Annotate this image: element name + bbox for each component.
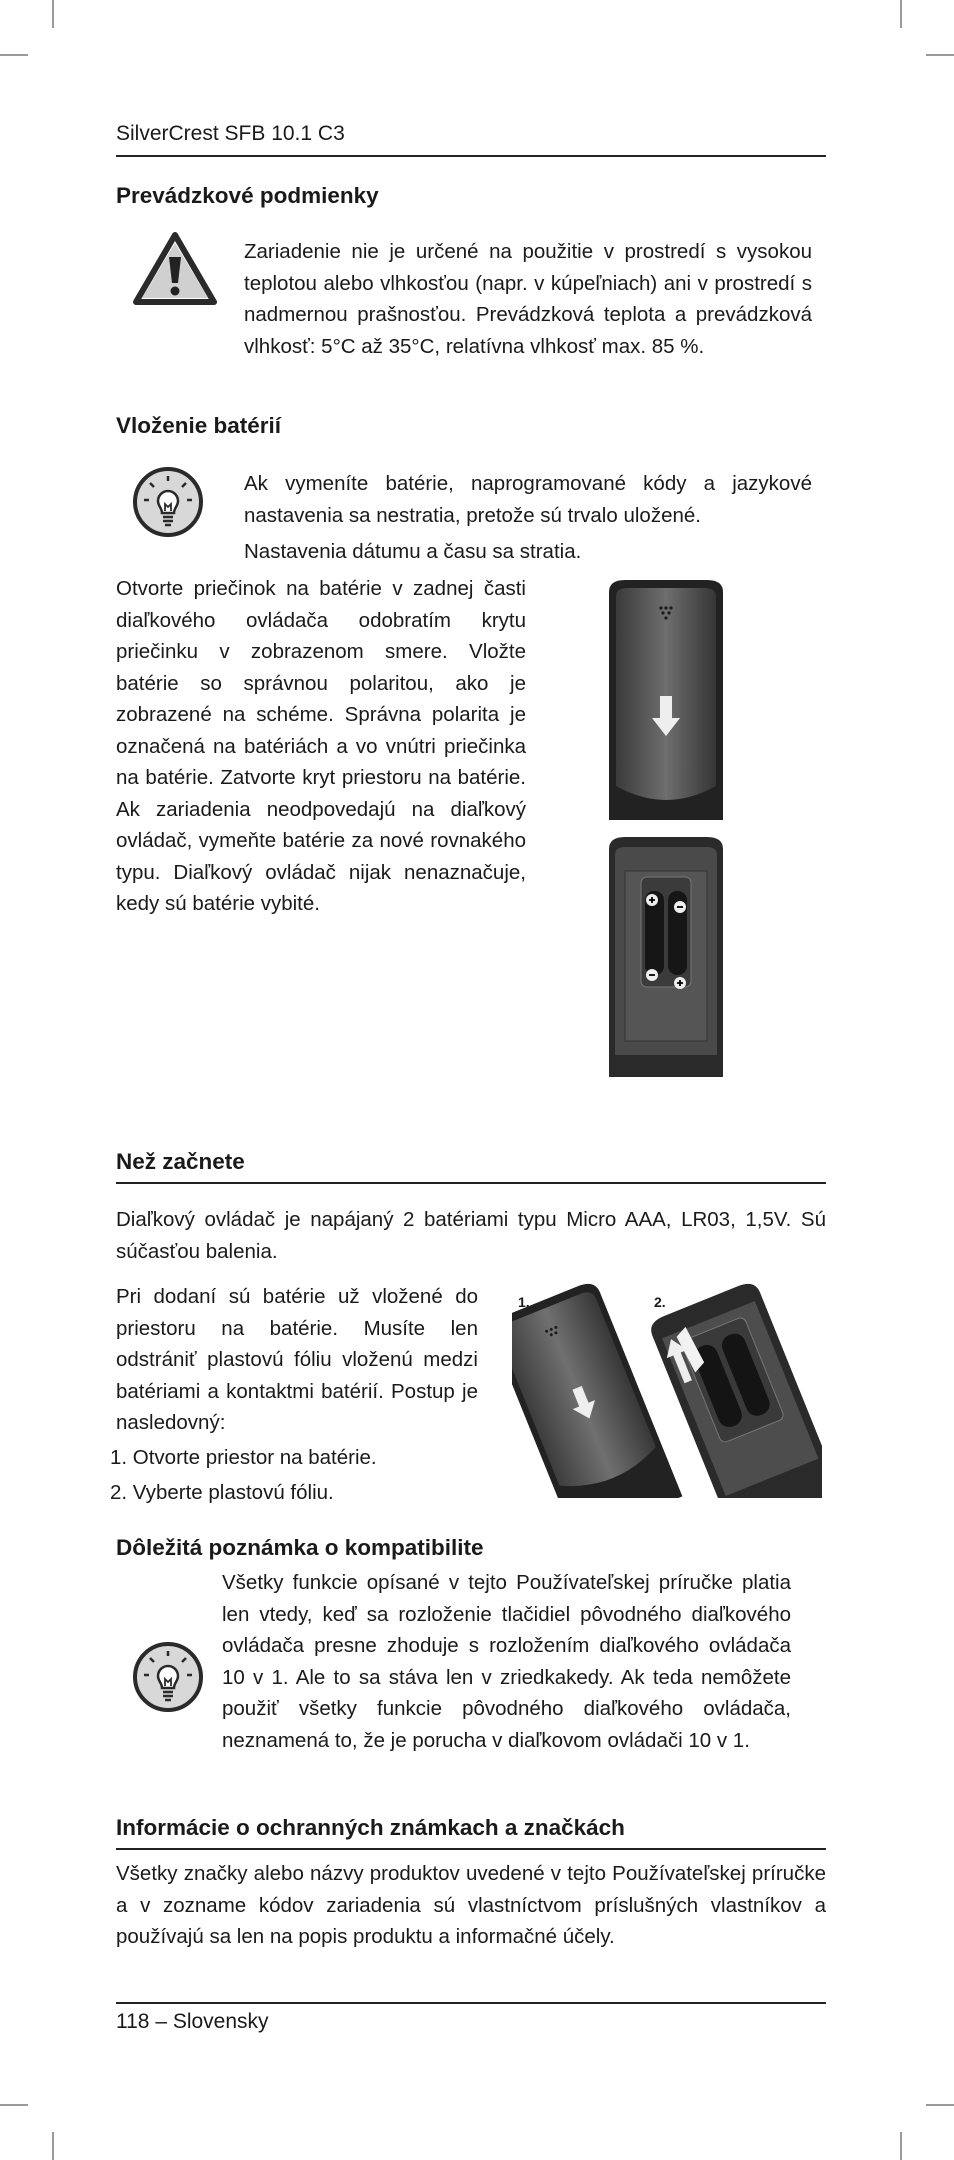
batteries-note-2: Nastavenia dátumu a času sa stratia. [244, 540, 582, 563]
batteries-text: Otvorte priečinok na batérie v zadnej časti diaľkového ovládača odobratím krytu priečinku v zobrazenom smere. Vložte batérie so správnou polaritou, ako je zobrazené na schéme. Správna polarita je označená na batériách a vo vnútri priečinka na batérie. Zatvorte kryt priestoru na batérie. Ak zariadenia neodpovedajú na diaľkový ovládač, vymeňte batérie za nové rovnakého typu. Diaľkový ovládač nijak nenaznačuje, kedy sú batérie vybité. [116, 577, 526, 915]
figure-label-2: 2. [654, 1294, 666, 1310]
footer-rule [116, 2002, 826, 2004]
section-rule-trademarks [116, 1848, 826, 1850]
crop-mark [900, 2132, 902, 2160]
batteries-note: Ak vymeníte batérie, naprogramované kódy a jazykové nastavenia sa nestratia, pretože sú trvalo uložené. [244, 472, 812, 527]
crop-mark [52, 0, 54, 28]
section-heading-compat: Dôležitá poznámka o kompatibilite [116, 1535, 484, 1560]
page-footer: 118 – Slovensky [116, 2010, 269, 2033]
crop-mark [926, 54, 954, 56]
remote-open-batteries-image [601, 835, 731, 1082]
trademarks-text: Všetky značky alebo názvy produktov uvedené v tejto Používateľskej príručke a v zozname kódov zariadenia sú vlastníctvom príslušných vlastníkov a používajú sa len na popis produktu a informačné účely. [116, 1862, 826, 1948]
document-header: SilverCrest SFB 10.1 C3 [116, 122, 345, 145]
lightbulb-icon [131, 1640, 205, 1719]
step-item: 2. Vyberte plastovú fóliu. [110, 1481, 334, 1504]
compat-text: Všetky funkcie opísané v tejto Používateľskej príručke platia len vtedy, keď sa rozloženie tlačidiel pôvodného diaľkového ovládača presne zhoduje s rozložením diaľkového ovládača 10 v 1. Ale to sa stáva len v zriedkakedy. Ak teda nemôžete použiť všetky funkcie pôvodného diaľkového ovládača, neznamená to, že je porucha v diaľkovom ovládači 10 v 1. [222, 1571, 791, 1752]
section-heading-batteries: Vloženie batérií [116, 413, 282, 438]
lightbulb-icon [131, 465, 205, 544]
section-heading-before: Než začnete [116, 1149, 245, 1174]
section-rule-before [116, 1182, 826, 1184]
step-item: 1. Otvorte priestor na batérie. [110, 1446, 377, 1469]
warning-icon [132, 231, 218, 312]
crop-mark [0, 2104, 28, 2106]
operating-text: Zariadenie nie je určené na použitie v prostredí s vysokou teplotou alebo vlhkosťou (napr. v kúpeľniach) ani v prostredí s nadmernou prašnosťou. Prevádzková teplota a prevádzková vlhkosť: 5°C až 35°C, relatívna vlhkosť max. 85 %. [244, 240, 812, 358]
section-heading-operating: Prevádzkové podmienky [116, 183, 379, 208]
before-text-1: Diaľkový ovládač je napájaný 2 batériami typu Micro AAA, LR03, 1,5V. Sú súčasťou balenia. [116, 1208, 826, 1263]
section-heading-trademarks: Informácie o ochranných známkach a značkách [116, 1815, 625, 1840]
crop-mark [900, 0, 902, 28]
crop-mark [926, 2104, 954, 2106]
figure-label-1: 1. [518, 1294, 530, 1310]
before-text-2: Pri dodaní sú batérie už vložené do priestoru na batérie. Musíte len odstrániť plastovú fóliu vloženú medzi batériami a kontaktmi batérií. Postup je nasledovný: [116, 1285, 478, 1434]
crop-mark [0, 54, 28, 56]
remote-steps-image [512, 1282, 822, 1503]
crop-mark [52, 2132, 54, 2160]
header-rule [116, 155, 826, 157]
remote-closed-image [601, 578, 731, 825]
